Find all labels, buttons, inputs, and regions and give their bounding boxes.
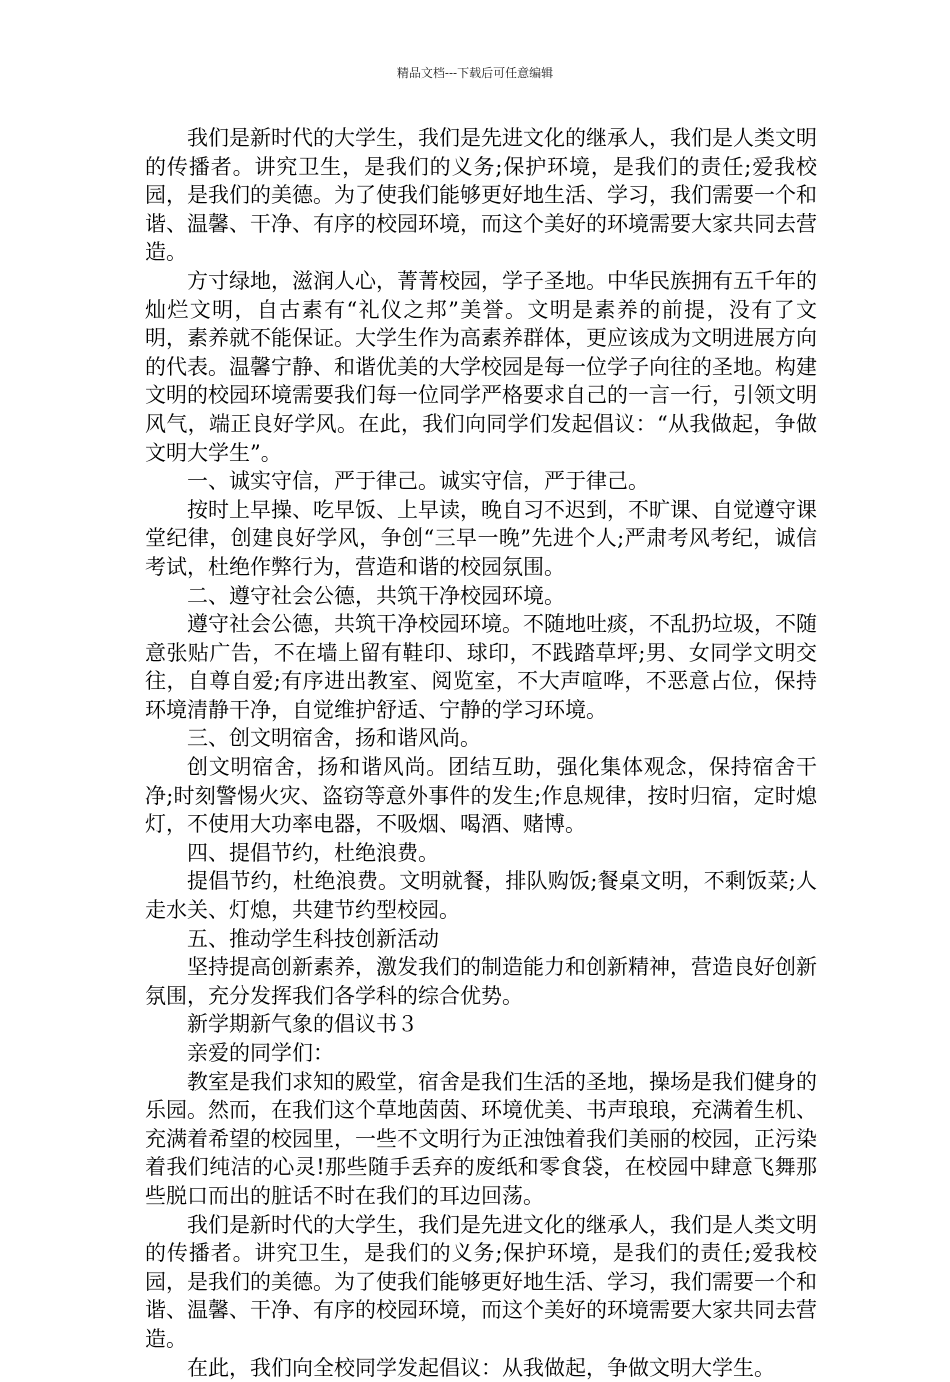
paragraph-repeat-intro: 我们是新时代的大学生，我们是先进文化的继承人，我们是人类文明的传播者。讲究卫生，是我们的义务;保护环境，是我们的责任;爱我校园，是我们的美德。为了使我们能够更好地生活、学习，我们需要一个和谐、温馨、干净、有序的校园环境，而这个美好的环境需要大家共同去营造。 [145, 1212, 817, 1351]
document-subtitle: 新学期新气象的倡议书３ [187, 1012, 418, 1037]
paragraph-section-3: 创文明宿舍，扬和谐风尚。团结互助，强化集体观念，保持宿舍干净;时刻警惕火灾、盗窃等意外事件的发生;作息规律，按时归宿，定时熄灯，不使用大功率电器，不吸烟、喝酒、赌博。 [145, 755, 817, 837]
section-heading-3: 三、创文明宿舍，扬和谐风尚。 [187, 726, 481, 751]
paragraph-classroom: 教室是我们求知的殿堂，宿舍是我们生活的圣地，操场是我们健身的乐园。然而，在我们这个草地茵茵、环境优美、书声琅琅，充满着生机、充满着希望的校园里，一些不文明行为正浊蚀着我们美丽的校园，正污染着我们纯洁的心灵!那些随手丢弃的废纸和零食袋，在校园中肆意飞舞那些脱口而出的脏话不时在我们的耳边回荡。 [145, 1069, 817, 1208]
salutation: 亲爱的同学们： [187, 1041, 334, 1065]
section-heading-4: 四、提倡节约，杜绝浪费。 [187, 840, 439, 865]
paragraph-intro: 我们是新时代的大学生，我们是先进文化的继承人，我们是人类文明的传播者。讲究卫生，是我们的义务;保护环境，是我们的责任;爱我校园，是我们的美德。为了使我们能够更好地生活、学习，我们需要一个和谐、温馨、干净、有序的校园环境，而这个美好的环境需要大家共同去营造。 [145, 126, 817, 265]
section-heading-5: 五、推动学生科技创新活动 [187, 926, 439, 951]
page-header: 精品文档---下载后可任意编辑 [396, 66, 554, 80]
section-heading-2: 二、遵守社会公德，共筑干净校园环境。 [187, 583, 565, 608]
paragraph-campus: 方寸绿地，滋润人心，菁菁校园，学子圣地。中华民族拥有五千年的灿烂文明，自古素有“礼仪之邦”美誉。文明是素养的前提，没有了文明，素养就不能保证。大学生作为高素养群体，更应该成为文明进展方向的代表。温馨宁静、和谐优美的大学校园是每一位学子向往的圣地。构建文明的校园环境需要我们每一位同学严格要求自己的一言一行，引领文明风气，端正良好学风。在此，我们向同学们发起倡议：“从我做起，争做文明大学生”。 [145, 268, 817, 465]
paragraph-section-1: 按时上早操、吃早饭、上早读，晚自习不迟到，不旷课、自觉遵守课堂纪律，创建良好学风，争创“三早一晚”先进个人;严肃考风考纪，诚信考试，杜绝作弊行为，营造和谐的校园氛围。 [145, 497, 817, 579]
document-body [145, 124, 817, 1382]
section-heading-1: 一、诚实守信，严于律己。诚实守信，严于律己。 [187, 469, 649, 494]
paragraph-closing: 在此，我们向全校同学发起倡议：从我做起，争做文明大学生。 [187, 1355, 775, 1380]
paragraph-section-2: 遵守社会公德，共筑干净校园环境。不随地吐痰，不乱扔垃圾，不随意张贴广告，不在墙上留有鞋印、球印，不践踏草坪;男、女同学文明交往，自尊自爱;有序进出教室、阅览室，不大声喧哗，不恶意占位，保持环境清静干净，自觉维护舒适、宁静的学习环境。 [145, 612, 817, 722]
paragraph-section-5: 坚持提高创新素养，激发我们的制造能力和创新精神，营造良好创新氛围，充分发挥我们各学科的综合优势。 [145, 955, 817, 1008]
paragraph-section-4: 提倡节约，杜绝浪费。文明就餐，排队购饭;餐桌文明，不剩饭菜;人走水关、灯熄，共建节约型校园。 [145, 869, 817, 923]
